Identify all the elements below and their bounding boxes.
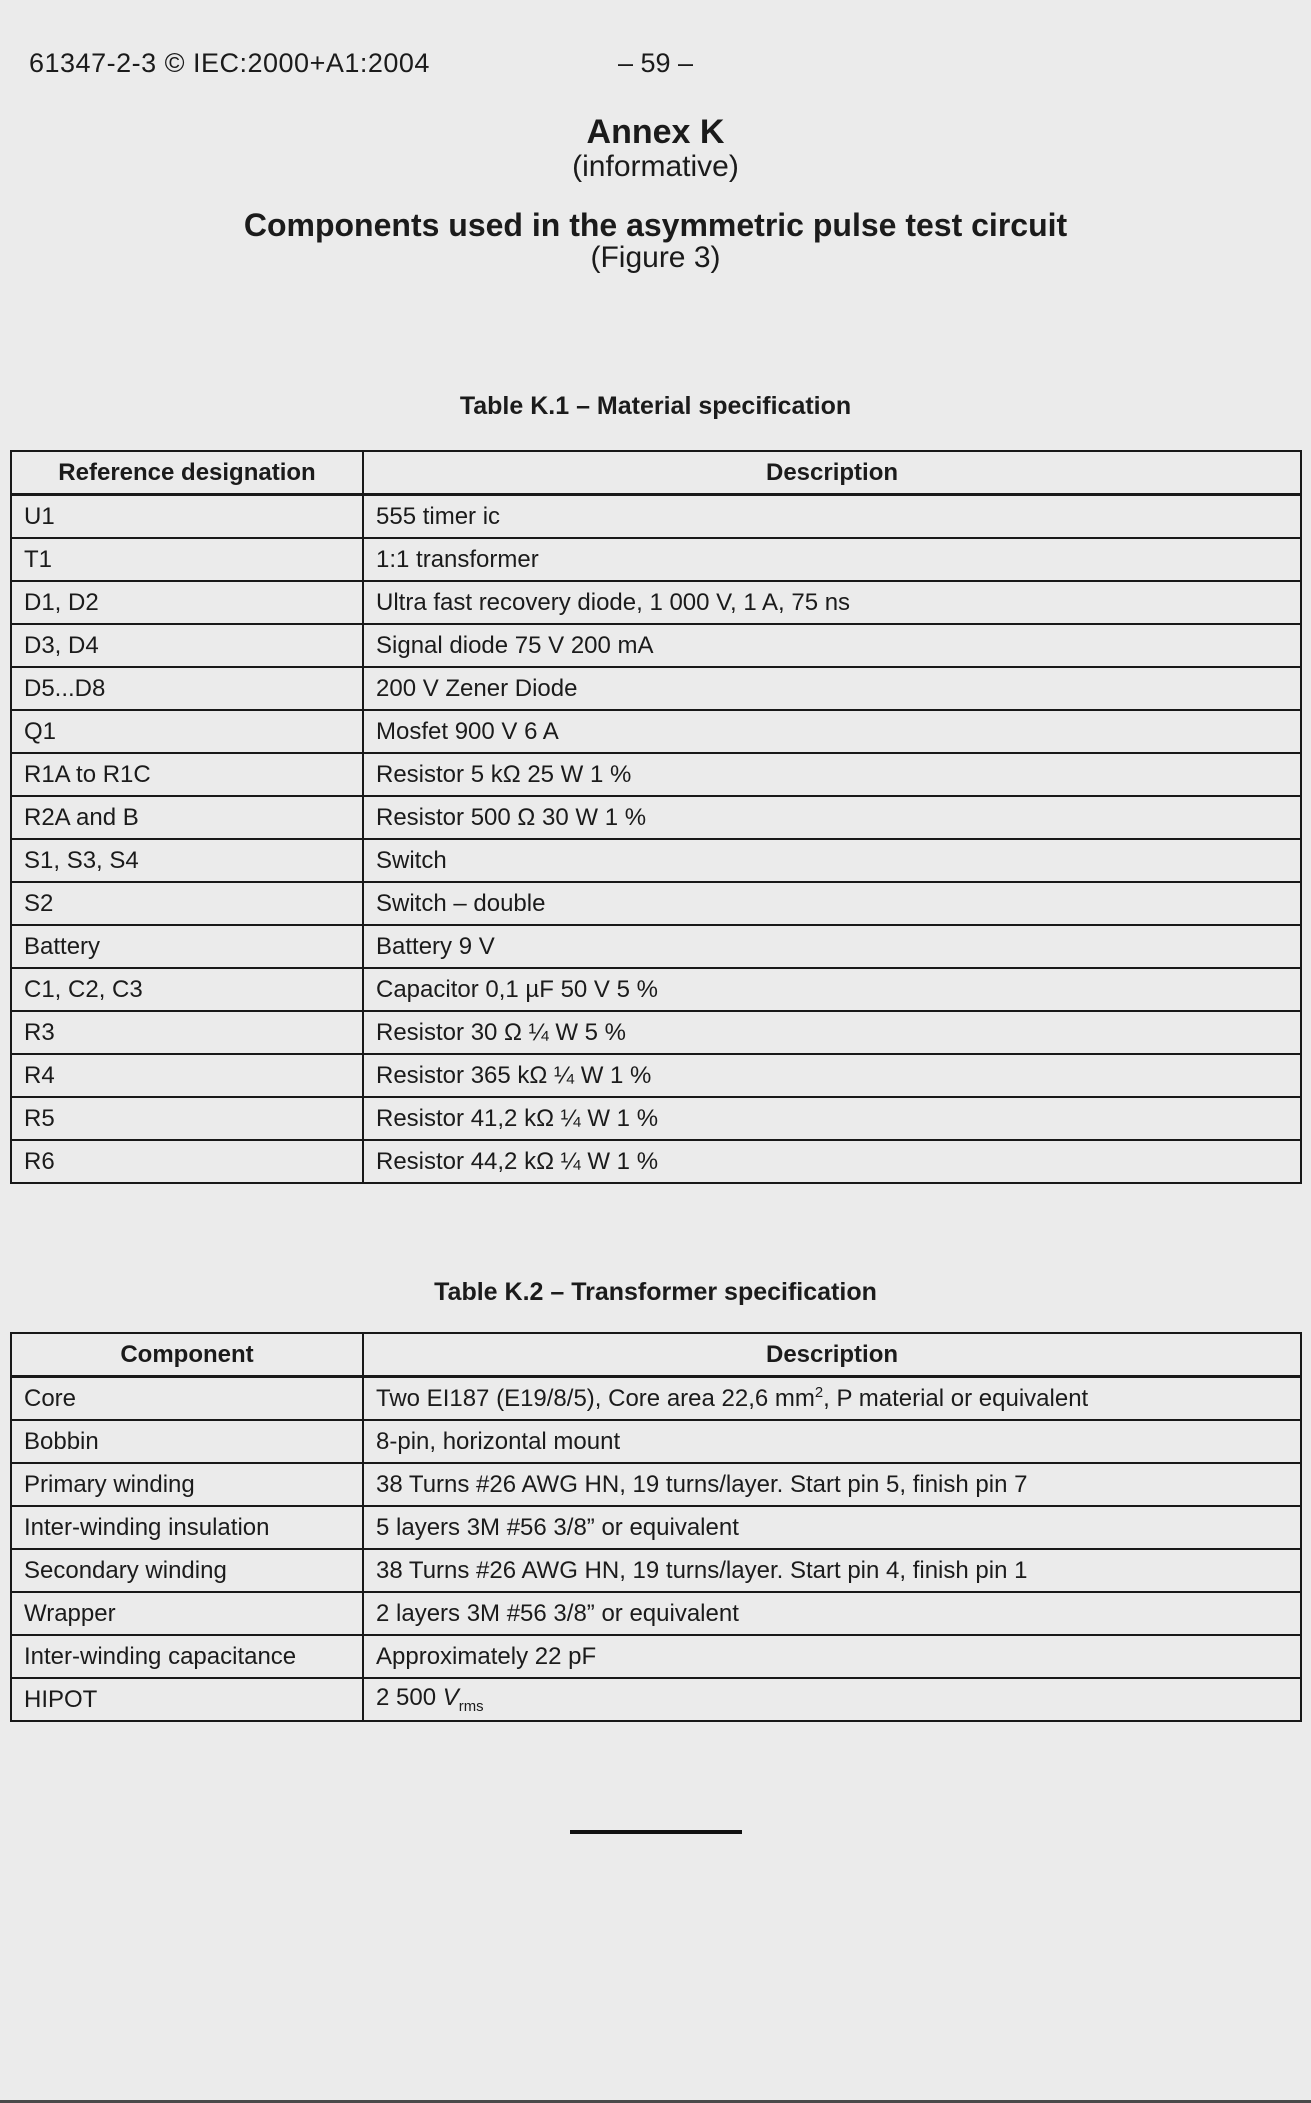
cell-text-segment: 2 500 — [376, 1684, 443, 1712]
cell-designation: Battery — [11, 925, 363, 968]
annex-title: Annex K — [586, 113, 725, 151]
table-row — [11, 1463, 1301, 1506]
cell-text-segment: 2 — [814, 1384, 824, 1401]
table-row — [11, 925, 1301, 968]
table-row — [11, 839, 1301, 882]
column-header-designation: Component — [11, 1333, 363, 1377]
cell-designation: S2 — [11, 882, 363, 925]
table-row — [11, 581, 1301, 624]
table-row — [11, 495, 1301, 539]
cell-description: Resistor 365 kΩ ¼ W 1 % — [363, 1054, 1301, 1097]
cell-text-segment: rms — [458, 1698, 484, 1715]
cell-description: 555 timer ic — [363, 495, 1301, 539]
column-header-description: Description — [363, 451, 1301, 495]
table-row — [11, 1549, 1301, 1592]
table-row — [11, 1506, 1301, 1549]
cell-designation: D3, D4 — [11, 624, 363, 667]
cell-designation: Inter-winding insulation — [11, 1506, 363, 1549]
cell-description: Resistor 500 Ω 30 W 1 % — [363, 796, 1301, 839]
cell-description: Resistor 41,2 kΩ ¼ W 1 % — [363, 1097, 1301, 1140]
cell-designation: R3 — [11, 1011, 363, 1054]
cell-description: Mosfet 900 V 6 A — [363, 710, 1301, 753]
annex-heading: Components used in the asymmetric pulse test circuit — [243, 207, 1068, 243]
table-row — [11, 1420, 1301, 1463]
cell-description: Signal diode 75 V 200 mA — [363, 624, 1301, 667]
cell-description: Switch — [363, 839, 1301, 882]
cell-designation: R1A to R1C — [11, 753, 363, 796]
end-of-annex-rule — [570, 1830, 742, 1834]
cell-designation: R4 — [11, 1054, 363, 1097]
cell-description: 38 Turns #26 AWG HN, 19 turns/layer. Start pin 4, finish pin 1 — [363, 1549, 1301, 1592]
cell-description: Resistor 5 kΩ 25 W 1 % — [363, 753, 1301, 796]
cell-designation: HIPOT — [11, 1678, 363, 1721]
table-k1-caption: Table K.1 – Material specification — [459, 392, 852, 420]
table-row — [11, 882, 1301, 925]
cell-designation: C1, C2, C3 — [11, 968, 363, 1011]
table-header-row — [11, 1333, 1301, 1377]
cell-description: 8-pin, horizontal mount — [363, 1420, 1301, 1463]
cell-description: Ultra fast recovery diode, 1 000 V, 1 A, 75 ns — [363, 581, 1301, 624]
cell-designation: Secondary winding — [11, 1549, 363, 1592]
cell-description: 2 layers 3M #56 3/8” or equivalent — [363, 1592, 1301, 1635]
table-row — [11, 624, 1301, 667]
cell-designation: D1, D2 — [11, 581, 363, 624]
table-row — [11, 1140, 1301, 1183]
cell-designation: Bobbin — [11, 1420, 363, 1463]
cell-description: Battery 9 V — [363, 925, 1301, 968]
cell-description: Capacitor 0,1 µF 50 V 5 % — [363, 968, 1301, 1011]
annex-subtitle: (informative) — [572, 150, 739, 183]
cell-designation: Wrapper — [11, 1592, 363, 1635]
cell-description — [363, 1678, 1301, 1721]
cell-description: Switch – double — [363, 882, 1301, 925]
cell-designation: Q1 — [11, 710, 363, 753]
table-row — [11, 1097, 1301, 1140]
cell-description: 38 Turns #26 AWG HN, 19 turns/layer. Start pin 5, finish pin 7 — [363, 1463, 1301, 1506]
table-row — [11, 968, 1301, 1011]
cell-designation: T1 — [11, 538, 363, 581]
table-row — [11, 667, 1301, 710]
cell-designation: Primary winding — [11, 1463, 363, 1506]
cell-description: 5 layers 3M #56 3/8” or equivalent — [363, 1506, 1301, 1549]
annex-heading-figure-ref: (Figure 3) — [590, 241, 721, 274]
cell-designation: R6 — [11, 1140, 363, 1183]
cell-description — [363, 1377, 1301, 1421]
cell-description: Resistor 44,2 kΩ ¼ W 1 % — [363, 1140, 1301, 1183]
table-row — [11, 753, 1301, 796]
table-row — [11, 1678, 1301, 1721]
cell-description: Resistor 30 Ω ¼ W 5 % — [363, 1011, 1301, 1054]
cell-text-segment: Two EI187 (E19/8/5), Core area 22,6 mm — [376, 1384, 815, 1412]
table-row — [11, 1054, 1301, 1097]
table-k1-material-specification — [10, 450, 1302, 1184]
cell-designation: Core — [11, 1377, 363, 1421]
table-row — [11, 1011, 1301, 1054]
cell-designation: S1, S3, S4 — [11, 839, 363, 882]
column-header-description: Description — [363, 1333, 1301, 1377]
table-k2-transformer-specification — [10, 1332, 1302, 1722]
cell-designation: R5 — [11, 1097, 363, 1140]
table-row — [11, 710, 1301, 753]
document-id: 61347-2-3 © IEC:2000+A1:2004 — [29, 48, 430, 78]
page-header — [0, 0, 1311, 78]
table-k2-caption: Table K.2 – Transformer specification — [434, 1278, 877, 1306]
cell-designation: D5...D8 — [11, 667, 363, 710]
cell-text-segment: V — [442, 1684, 459, 1712]
table-header-row — [11, 451, 1301, 495]
table-row — [11, 1635, 1301, 1678]
table-row — [11, 1377, 1301, 1421]
cell-designation: R2A and B — [11, 796, 363, 839]
column-header-designation: Reference designation — [11, 451, 363, 495]
cell-text-segment: , P material or equivalent — [823, 1384, 1089, 1412]
page-number: – 59 – — [617, 48, 694, 78]
cell-description: Approximately 22 pF — [363, 1635, 1301, 1678]
table-row — [11, 1592, 1301, 1635]
table-row — [11, 538, 1301, 581]
cell-description: 1:1 transformer — [363, 538, 1301, 581]
cell-description: 200 V Zener Diode — [363, 667, 1301, 710]
cell-designation: Inter-winding capacitance — [11, 1635, 363, 1678]
table-row — [11, 796, 1301, 839]
cell-designation: U1 — [11, 495, 363, 539]
